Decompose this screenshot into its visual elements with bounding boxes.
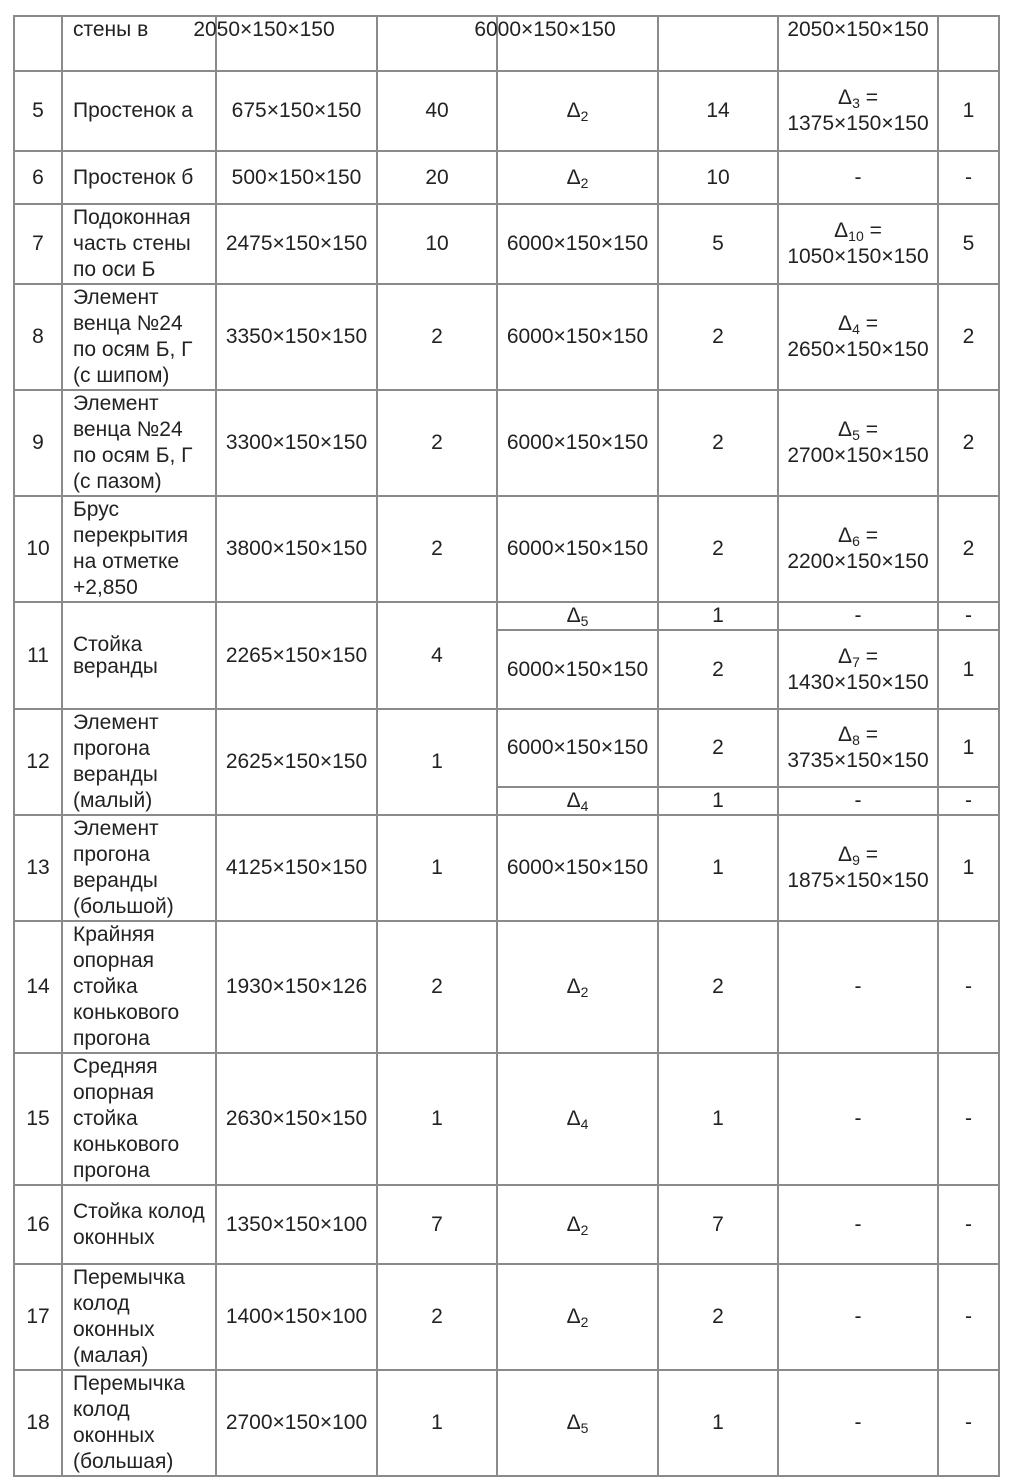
blank-size-cell: 6000×150×150 bbox=[497, 204, 658, 284]
delta-symbol: Δ bbox=[838, 723, 853, 746]
element-name-cell: Элемент венца №24 по осям Б, Г (с шипом) bbox=[62, 284, 216, 390]
delta-index: 2 bbox=[580, 1314, 589, 1330]
element-name-cell: Элемент венца №24 по осям Б, Г (с пазом) bbox=[62, 390, 216, 496]
yield-cell: 2 bbox=[658, 284, 778, 390]
delta-index: 2 bbox=[580, 108, 589, 124]
blank-size-cell: 6000×150×150 bbox=[497, 16, 658, 71]
remainder-qty-cell: 1 bbox=[938, 815, 999, 921]
delta-index: 5 bbox=[580, 1420, 589, 1436]
table-row bbox=[14, 390, 999, 496]
blank-size-cell: 6000×150×150 bbox=[497, 815, 658, 921]
table-row bbox=[14, 16, 999, 71]
remainder-cell bbox=[778, 204, 938, 284]
remainder-qty-cell: - bbox=[938, 1053, 999, 1185]
quantity-cell: 2 bbox=[377, 1264, 497, 1370]
quantity-cell: 40 bbox=[377, 71, 497, 151]
remainder-size: = 2200×150×150 bbox=[787, 524, 929, 573]
delta-index: 2 bbox=[580, 1221, 589, 1238]
blank-size-cell bbox=[497, 151, 658, 204]
table-row bbox=[14, 1370, 999, 1476]
quantity-cell: 2 bbox=[377, 921, 497, 1053]
delta-symbol: Δ bbox=[834, 219, 849, 242]
element-name-cell: Подоконная часть стены по оси Б bbox=[62, 204, 216, 284]
remainder-cell: - bbox=[778, 602, 938, 630]
table-row bbox=[14, 151, 999, 204]
row-number-cell: 15 bbox=[14, 1053, 62, 1185]
quantity-cell: 20 bbox=[377, 151, 497, 204]
row-number-cell: 16 bbox=[14, 1185, 62, 1264]
element-name-cell: Стойка веранды bbox=[62, 602, 216, 709]
remainder-cell bbox=[778, 630, 938, 709]
table-row bbox=[14, 1264, 999, 1370]
remainder-size: = 2650×150×150 bbox=[787, 312, 929, 361]
yield-cell: 2 bbox=[658, 390, 778, 496]
element-name-cell: стены в bbox=[62, 16, 216, 71]
table-row bbox=[14, 71, 999, 151]
element-size-cell: 675×150×150 bbox=[216, 71, 377, 151]
remainder-cell: - bbox=[778, 1053, 938, 1185]
row-number-cell: 7 bbox=[14, 204, 62, 284]
row-number-cell: 6 bbox=[14, 151, 62, 204]
blank-size-cell bbox=[497, 921, 658, 1053]
element-size-cell: 500×150×150 bbox=[216, 151, 377, 204]
remainder-qty-cell: 1 bbox=[938, 709, 999, 787]
table-row bbox=[14, 204, 999, 284]
delta-index: 9 bbox=[852, 852, 860, 868]
delta-symbol: Δ bbox=[838, 312, 853, 335]
remainder-cell: - bbox=[778, 1370, 938, 1476]
element-size-cell: 1350×150×100 bbox=[216, 1185, 377, 1264]
blank-size-cell: 6000×150×150 bbox=[497, 496, 658, 602]
element-size-cell: 2265×150×150 bbox=[216, 602, 377, 709]
table-row bbox=[14, 921, 999, 1053]
row-number-cell: 14 bbox=[14, 921, 62, 1053]
delta-symbol: Δ bbox=[566, 1411, 581, 1434]
blank-size-cell bbox=[497, 787, 658, 815]
delta-index: 4 bbox=[580, 798, 589, 814]
remainder-qty-cell: 2 bbox=[938, 496, 999, 602]
delta-index: 5 bbox=[852, 427, 860, 443]
yield-cell: 2 bbox=[658, 709, 778, 787]
delta-symbol: Δ bbox=[838, 644, 853, 668]
element-size-cell: 2050×150×150 bbox=[216, 16, 377, 71]
table-row bbox=[14, 815, 999, 921]
quantity-cell: 10 bbox=[377, 204, 497, 284]
delta-symbol: Δ bbox=[566, 975, 581, 998]
yield-cell: 1 bbox=[658, 787, 778, 815]
lumber-cutting-table bbox=[13, 15, 1000, 1477]
blank-size-cell: 6000×150×150 bbox=[497, 709, 658, 787]
blank-size-cell: 6000×150×150 bbox=[497, 630, 658, 709]
remainder-cell bbox=[778, 815, 938, 921]
element-size-cell: 1930×150×126 bbox=[216, 921, 377, 1053]
yield-cell: 2 bbox=[658, 921, 778, 1053]
element-size-cell: 2700×150×100 bbox=[216, 1370, 377, 1476]
table-row bbox=[14, 1185, 999, 1264]
remainder-qty-cell: - bbox=[938, 1264, 999, 1370]
row-number-cell: 12 bbox=[14, 709, 62, 815]
remainder-qty-cell: - bbox=[938, 1185, 999, 1264]
element-name-cell: Перемычка колод оконных (малая) bbox=[62, 1264, 216, 1370]
yield-cell: 10 bbox=[658, 151, 778, 204]
quantity-cell: 1 bbox=[377, 1370, 497, 1476]
remainder-qty-cell: - bbox=[938, 602, 999, 630]
remainder-qty-cell: 2 bbox=[938, 390, 999, 496]
quantity-cell: 1 bbox=[377, 1053, 497, 1185]
quantity-cell: 2 bbox=[377, 284, 497, 390]
remainder-cell bbox=[778, 284, 938, 390]
element-name-cell: Перемычка колод оконных (большая) bbox=[62, 1370, 216, 1476]
yield-cell: 2 bbox=[658, 1264, 778, 1370]
delta-symbol: Δ bbox=[566, 604, 581, 627]
table-row bbox=[14, 284, 999, 390]
yield-cell: 5 bbox=[658, 204, 778, 284]
remainder-qty-cell: - bbox=[938, 921, 999, 1053]
remainder-cell: - bbox=[778, 151, 938, 204]
element-name-cell: Стойка колод оконных bbox=[62, 1185, 216, 1264]
remainder-cell bbox=[778, 709, 938, 787]
remainder-size: = 1430×150×150 bbox=[787, 644, 929, 694]
element-size-cell: 3300×150×150 bbox=[216, 390, 377, 496]
element-size-cell: 2475×150×150 bbox=[216, 204, 377, 284]
delta-symbol: Δ bbox=[838, 418, 853, 441]
remainder-size: = 1875×150×150 bbox=[787, 843, 929, 892]
element-size-cell: 3800×150×150 bbox=[216, 496, 377, 602]
delta-index: 4 bbox=[852, 321, 860, 337]
yield-cell: 2 bbox=[658, 496, 778, 602]
quantity-cell: 4 bbox=[377, 602, 497, 709]
delta-symbol: Δ bbox=[566, 1107, 581, 1130]
delta-index: 8 bbox=[852, 732, 860, 748]
blank-size-cell bbox=[497, 602, 658, 630]
element-name-cell: Крайняя опорная стойка конькового прогона bbox=[62, 921, 216, 1053]
delta-index: 10 bbox=[848, 228, 864, 244]
remainder-cell bbox=[778, 390, 938, 496]
element-size-cell: 3350×150×150 bbox=[216, 284, 377, 390]
blank-size-cell bbox=[497, 1185, 658, 1264]
yield-cell: 1 bbox=[658, 602, 778, 630]
element-name-cell: Простенок б bbox=[62, 151, 216, 204]
remainder-qty-cell: - bbox=[938, 787, 999, 815]
yield-cell: 14 bbox=[658, 71, 778, 151]
quantity-cell: 2 bbox=[377, 390, 497, 496]
delta-index: 2 bbox=[580, 984, 589, 1000]
row-number-cell: 13 bbox=[14, 815, 62, 921]
row-number-cell: 10 bbox=[14, 496, 62, 602]
remainder-size: = 1050×150×150 bbox=[787, 219, 929, 268]
yield-cell: 2 bbox=[658, 630, 778, 709]
quantity-cell: 1 bbox=[377, 709, 497, 815]
blank-size-cell bbox=[497, 71, 658, 151]
remainder-size: = 3735×150×150 bbox=[787, 723, 929, 772]
remainder-cell: - bbox=[778, 1264, 938, 1370]
element-name-cell: Средняя опорная стойка конькового прогона bbox=[62, 1053, 216, 1185]
row-number-cell: 18 bbox=[14, 1370, 62, 1476]
element-size-cell: 2630×150×150 bbox=[216, 1053, 377, 1185]
yield-cell: 1 bbox=[658, 815, 778, 921]
remainder-cell: 2050×150×150 bbox=[778, 16, 938, 71]
yield-cell: 7 bbox=[658, 1185, 778, 1264]
yield-cell: 1 bbox=[658, 1053, 778, 1185]
delta-symbol: Δ bbox=[566, 99, 581, 122]
row-number-cell bbox=[14, 16, 62, 71]
quantity-cell: 7 bbox=[377, 1185, 497, 1264]
row-number-cell: 5 bbox=[14, 71, 62, 151]
delta-symbol: Δ bbox=[566, 1212, 581, 1236]
table-row bbox=[14, 1053, 999, 1185]
delta-symbol: Δ bbox=[566, 1305, 581, 1328]
delta-symbol: Δ bbox=[838, 524, 853, 547]
remainder-qty-cell: 1 bbox=[938, 71, 999, 151]
delta-index: 2 bbox=[580, 174, 589, 191]
table-row bbox=[14, 602, 999, 630]
remainder-qty-cell: 5 bbox=[938, 204, 999, 284]
yield-cell bbox=[658, 16, 778, 71]
delta-symbol: Δ bbox=[566, 789, 581, 812]
table-row bbox=[14, 496, 999, 602]
delta-symbol: Δ bbox=[838, 843, 853, 866]
remainder-cell: - bbox=[778, 787, 938, 815]
quantity-cell: 2 bbox=[377, 496, 497, 602]
element-name-cell: Элемент прогона веранды (большой) bbox=[62, 815, 216, 921]
remainder-qty-cell: 2 bbox=[938, 284, 999, 390]
remainder-cell: - bbox=[778, 921, 938, 1053]
row-number-cell: 9 bbox=[14, 390, 62, 496]
element-size-cell: 1400×150×100 bbox=[216, 1264, 377, 1370]
remainder-qty-cell: - bbox=[938, 1370, 999, 1476]
remainder-cell: - bbox=[778, 1185, 938, 1264]
delta-symbol: Δ bbox=[838, 86, 853, 109]
delta-index: 7 bbox=[852, 653, 860, 670]
row-number-cell: 11 bbox=[14, 602, 62, 709]
row-number-cell: 8 bbox=[14, 284, 62, 390]
element-size-cell: 4125×150×150 bbox=[216, 815, 377, 921]
row-number-cell: 17 bbox=[14, 1264, 62, 1370]
remainder-qty-cell: 1 bbox=[938, 630, 999, 709]
remainder-size: = 1375×150×150 bbox=[787, 86, 929, 135]
delta-symbol: Δ bbox=[566, 165, 581, 189]
element-name-cell: Брус перекрытия на отметке +2,850 bbox=[62, 496, 216, 602]
delta-index: 4 bbox=[580, 1116, 589, 1132]
quantity-cell: 1 bbox=[377, 815, 497, 921]
remainder-size: = 2700×150×150 bbox=[787, 418, 929, 467]
blank-size-cell: 6000×150×150 bbox=[497, 390, 658, 496]
yield-cell: 1 bbox=[658, 1370, 778, 1476]
delta-index: 5 bbox=[580, 613, 589, 629]
blank-size-cell: 6000×150×150 bbox=[497, 284, 658, 390]
remainder-cell bbox=[778, 71, 938, 151]
table-row bbox=[14, 709, 999, 787]
blank-size-cell bbox=[497, 1370, 658, 1476]
remainder-qty-cell: - bbox=[938, 151, 999, 204]
delta-index: 3 bbox=[852, 95, 860, 111]
blank-size-cell bbox=[497, 1264, 658, 1370]
element-name-cell: Элемент прогона веранды (малый) bbox=[62, 709, 216, 815]
remainder-cell bbox=[778, 496, 938, 602]
remainder-qty-cell bbox=[938, 16, 999, 71]
delta-index: 6 bbox=[852, 533, 860, 549]
blank-size-cell bbox=[497, 1053, 658, 1185]
element-name-cell: Простенок а bbox=[62, 71, 216, 151]
element-size-cell: 2625×150×150 bbox=[216, 709, 377, 815]
